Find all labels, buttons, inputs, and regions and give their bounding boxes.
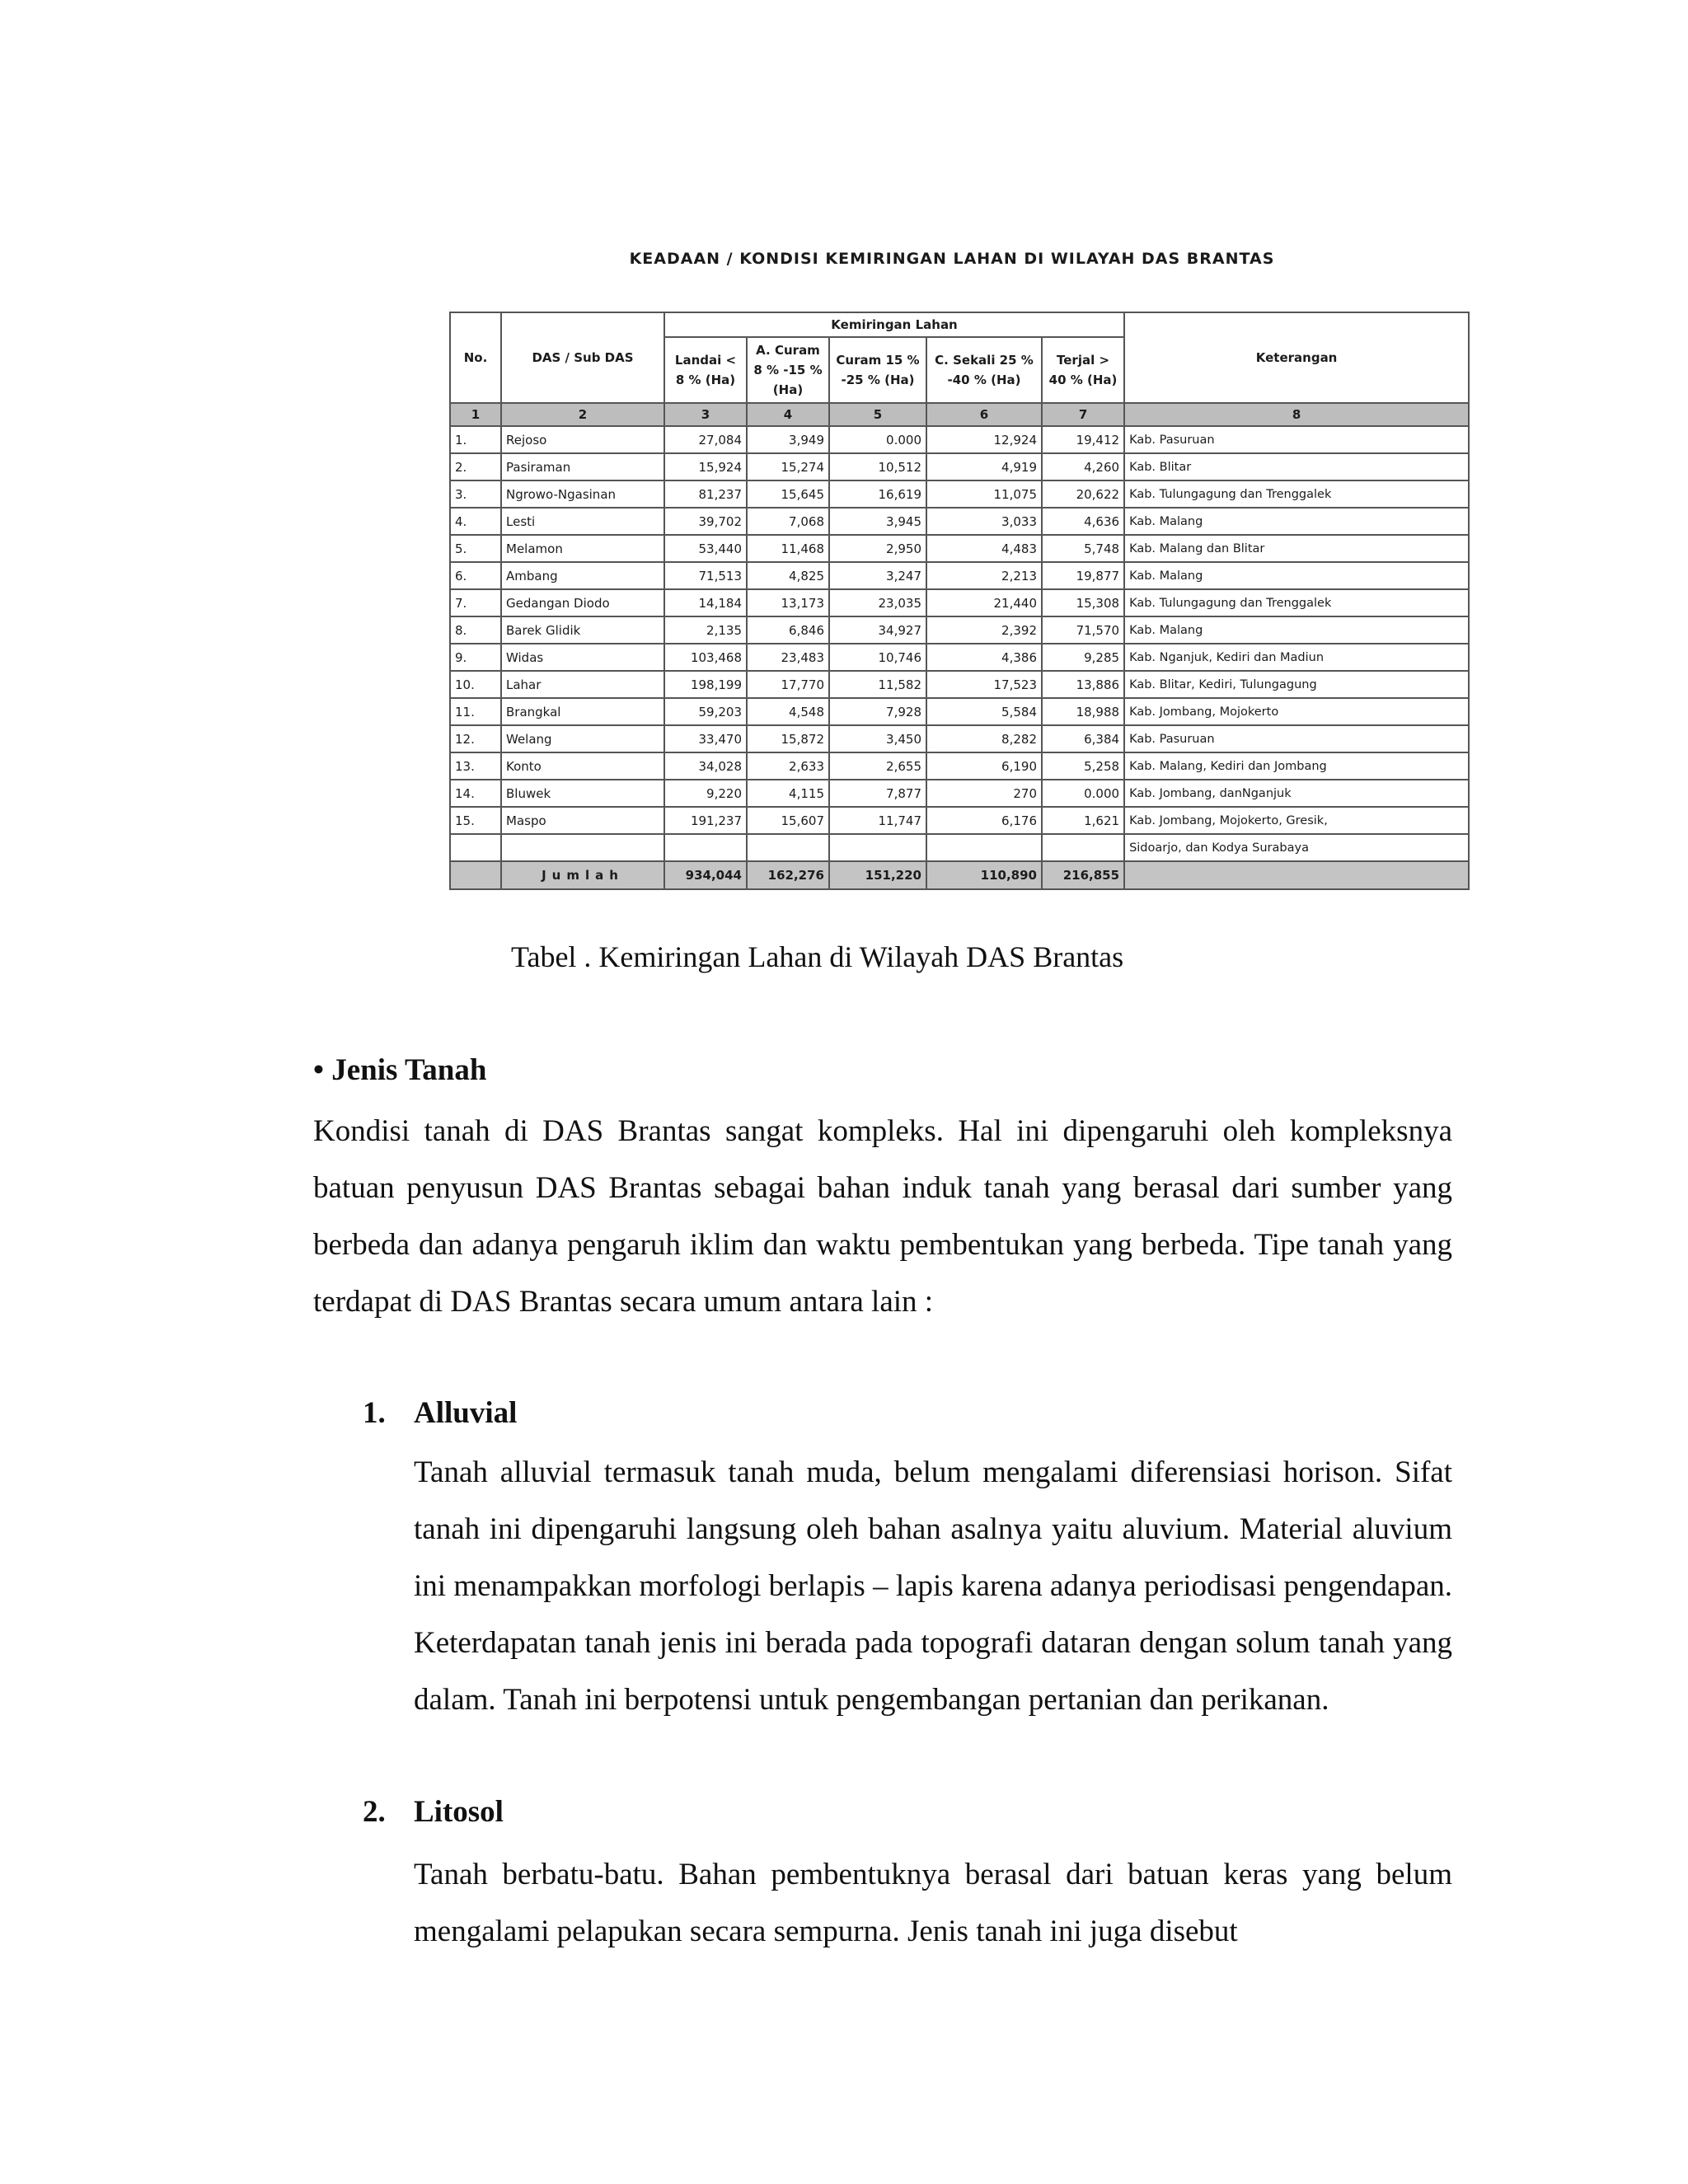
cell-das: Bluwek — [501, 780, 664, 807]
cell-a-curam: 7,068 — [747, 508, 829, 535]
cell-curam: 34,927 — [829, 616, 926, 644]
cell-terjal: 9,285 — [1042, 644, 1124, 671]
cell-no: 3. — [450, 480, 501, 508]
table-figure — [449, 244, 1471, 890]
table-row — [450, 671, 1469, 698]
cell-keterangan: Kab. Blitar, Kediri, Tulungagung — [1124, 671, 1469, 698]
cell-a-curam: 23,483 — [747, 644, 829, 671]
cell-a-curam: 15,872 — [747, 725, 829, 752]
cell-a-curam: 13,173 — [747, 589, 829, 616]
cell-a-curam: 15,607 — [747, 807, 829, 834]
cell-keterangan: Kab. Malang — [1124, 616, 1469, 644]
cell-curam: 10,512 — [829, 453, 926, 480]
cell-das: Welang — [501, 725, 664, 752]
cell-terjal: 4,260 — [1042, 453, 1124, 480]
total-landai: 934,044 — [664, 861, 747, 889]
cell-c-sekali: 4,386 — [926, 644, 1042, 671]
cell-keterangan: Kab. Malang dan Blitar — [1124, 535, 1469, 562]
cell-das: Lesti — [501, 508, 664, 535]
cell-no: 12. — [450, 725, 501, 752]
cell-curam: 2,655 — [829, 752, 926, 780]
table-row — [450, 562, 1469, 589]
section-heading: • Jenis Tanah — [313, 1053, 487, 1087]
cell-no: 7. — [450, 589, 501, 616]
cell-terjal: 6,384 — [1042, 725, 1124, 752]
list-item-number: 2. — [363, 1795, 386, 1829]
cell-no: 1. — [450, 426, 501, 453]
table-caption: Tabel . Kemiringan Lahan di Wilayah DAS Brantas — [511, 940, 1124, 973]
cell-das: Widas — [501, 644, 664, 671]
total-row — [450, 861, 1469, 889]
table-row — [450, 725, 1469, 752]
cell-landai: 9,220 — [664, 780, 747, 807]
cell-curam: 7,877 — [829, 780, 926, 807]
cell-landai: 198,199 — [664, 671, 747, 698]
header-terjal: Terjal > 40 % (Ha) — [1042, 337, 1124, 403]
cell-das: Melamon — [501, 535, 664, 562]
header-c-sekali: C. Sekali 25 % -40 % (Ha) — [926, 337, 1042, 403]
table-row — [450, 752, 1469, 780]
cell-terjal: 13,886 — [1042, 671, 1124, 698]
cell-curam: 0.000 — [829, 426, 926, 453]
cell-c-sekali: 12,924 — [926, 426, 1042, 453]
header-kemiringan: Kemiringan Lahan — [664, 312, 1124, 337]
cell-terjal: 18,988 — [1042, 698, 1124, 725]
cell-terjal: 5,258 — [1042, 752, 1124, 780]
header-das: DAS / Sub DAS — [501, 312, 664, 403]
cell-c-sekali: 17,523 — [926, 671, 1042, 698]
header-landai: Landai < 8 % (Ha) — [664, 337, 747, 403]
cell-c-sekali: 11,075 — [926, 480, 1042, 508]
cell-c-sekali: 4,483 — [926, 535, 1042, 562]
cell-landai: 191,237 — [664, 807, 747, 834]
cell-curam: 2,950 — [829, 535, 926, 562]
cell-a-curam: 15,274 — [747, 453, 829, 480]
cell-keterangan: Kab. Malang — [1124, 508, 1469, 535]
cell-landai: 103,468 — [664, 644, 747, 671]
cell-das: Gedangan Diodo — [501, 589, 664, 616]
header-no: No. — [450, 312, 501, 403]
cell-no: 6. — [450, 562, 501, 589]
cell-curam: 3,450 — [829, 725, 926, 752]
cell-landai: 27,084 — [664, 426, 747, 453]
table-row — [450, 453, 1469, 480]
cell-terjal: 5,748 — [1042, 535, 1124, 562]
cell-keterangan: Kab. Jombang, danNganjuk — [1124, 780, 1469, 807]
total-label: Jumlah — [501, 861, 664, 889]
column-number: 1 — [450, 403, 501, 426]
cell-no: 15. — [450, 807, 501, 834]
cell-c-sekali: 8,282 — [926, 725, 1042, 752]
table-row — [450, 535, 1469, 562]
cell-landai: 53,440 — [664, 535, 747, 562]
table-title: KEADAAN / KONDISI KEMIRINGAN LAHAN DI WILAYAH DAS BRANTAS — [629, 250, 1275, 268]
cell-a-curam: 4,548 — [747, 698, 829, 725]
cell-das: Brangkal — [501, 698, 664, 725]
cell-terjal: 0.000 — [1042, 780, 1124, 807]
cell-keterangan: Kab. Tulungagung dan Trenggalek — [1124, 480, 1469, 508]
column-number: 2 — [501, 403, 664, 426]
continuation-row — [450, 834, 1469, 861]
cell-a-curam: 17,770 — [747, 671, 829, 698]
cell-das: Barek Glidik — [501, 616, 664, 644]
cell-landai: 81,237 — [664, 480, 747, 508]
cell-c-sekali: 6,190 — [926, 752, 1042, 780]
list-item-title: Litosol — [414, 1795, 504, 1829]
cell-das: Maspo — [501, 807, 664, 834]
cell-das: Lahar — [501, 671, 664, 698]
column-number: 7 — [1042, 403, 1124, 426]
cell-keterangan: Kab. Malang, Kediri dan Jombang — [1124, 752, 1469, 780]
list-item-text: Tanah alluvial termasuk tanah muda, belum mengalami diferensiasi horison. Sifat tanah ini dipengaruhi langsung oleh bahan asalnya yaitu aluvium. Material aluvium ini menampakkan morfologi berlapis – lapis karena adanya periodisasi pengendapan. Keterdapatan tanah jenis ini berada pada topografi dataran dengan solum tanah yang dalam. Tanah ini berpotensi untuk pengembangan pertanian dan perikanan. — [414, 1455, 1452, 1717]
column-number-row — [450, 403, 1469, 426]
cell-curam: 16,619 — [829, 480, 926, 508]
cell-no: 9. — [450, 644, 501, 671]
cell-a-curam: 11,468 — [747, 535, 829, 562]
cell-curam: 11,582 — [829, 671, 926, 698]
cell-keterangan: Kab. Nganjuk, Kediri dan Madiun — [1124, 644, 1469, 671]
cell-c-sekali: 5,584 — [926, 698, 1042, 725]
cell-no: 8. — [450, 616, 501, 644]
cell-a-curam: 15,645 — [747, 480, 829, 508]
cell-curam: 7,928 — [829, 698, 926, 725]
column-number: 8 — [1124, 403, 1469, 426]
cell-curam: 23,035 — [829, 589, 926, 616]
cell-terjal: 15,308 — [1042, 589, 1124, 616]
cell-terjal: 1,621 — [1042, 807, 1124, 834]
cell-curam: 3,247 — [829, 562, 926, 589]
list-item-number: 1. — [363, 1396, 386, 1430]
cell-c-sekali: 2,392 — [926, 616, 1042, 644]
cell-a-curam: 2,633 — [747, 752, 829, 780]
cell-terjal: 20,622 — [1042, 480, 1124, 508]
cell-c-sekali: 3,033 — [926, 508, 1042, 535]
cell-no: 13. — [450, 752, 501, 780]
cell-landai: 15,924 — [664, 453, 747, 480]
cell-no: 14. — [450, 780, 501, 807]
list-item-text: Tanah berbatu-batu. Bahan pembentuknya berasal dari batuan keras yang belum mengalami pelapukan secara sempurna. Jenis tanah ini juga disebut — [414, 1858, 1452, 1948]
cell-c-sekali: 6,176 — [926, 807, 1042, 834]
table-row — [450, 589, 1469, 616]
table-row — [450, 698, 1469, 725]
table-row — [450, 780, 1469, 807]
cell-curam: 11,747 — [829, 807, 926, 834]
cell-keterangan: Kab. Pasuruan — [1124, 426, 1469, 453]
table-row — [450, 508, 1469, 535]
table-row — [450, 480, 1469, 508]
header-a-curam: A. Curam 8 % -15 % (Ha) — [747, 337, 829, 403]
cell-a-curam: 3,949 — [747, 426, 829, 453]
cell-a-curam: 4,825 — [747, 562, 829, 589]
cell-landai: 33,470 — [664, 725, 747, 752]
cell-no: 4. — [450, 508, 501, 535]
total-curam: 151,220 — [829, 861, 926, 889]
header-curam: Curam 15 % -25 % (Ha) — [829, 337, 926, 403]
cell-landai: 2,135 — [664, 616, 747, 644]
slope-table — [449, 312, 1470, 890]
continuation-cell: Sidoarjo, dan Kodya Surabaya — [1124, 834, 1469, 861]
cell-keterangan: Kab. Jombang, Mojokerto, Gresik, — [1124, 807, 1469, 834]
cell-landai: 71,513 — [664, 562, 747, 589]
cell-terjal: 19,877 — [1042, 562, 1124, 589]
total-a-curam: 162,276 — [747, 861, 829, 889]
header-keterangan: Keterangan — [1124, 312, 1469, 403]
cell-das: Konto — [501, 752, 664, 780]
table-row — [450, 426, 1469, 453]
cell-landai: 34,028 — [664, 752, 747, 780]
column-number: 5 — [829, 403, 926, 426]
cell-keterangan: Kab. Jombang, Mojokerto — [1124, 698, 1469, 725]
cell-terjal: 19,412 — [1042, 426, 1124, 453]
cell-keterangan: Kab. Tulungagung dan Trenggalek — [1124, 589, 1469, 616]
cell-no: 5. — [450, 535, 501, 562]
cell-das: Ngrowo-Ngasinan — [501, 480, 664, 508]
cell-landai: 39,702 — [664, 508, 747, 535]
table-row — [450, 807, 1469, 834]
cell-das: Ambang — [501, 562, 664, 589]
cell-terjal: 71,570 — [1042, 616, 1124, 644]
column-number: 4 — [747, 403, 829, 426]
total-terjal: 216,855 — [1042, 861, 1124, 889]
cell-curam: 10,746 — [829, 644, 926, 671]
cell-curam: 3,945 — [829, 508, 926, 535]
cell-keterangan: Kab. Pasuruan — [1124, 725, 1469, 752]
cell-c-sekali: 270 — [926, 780, 1042, 807]
section-paragraph: Kondisi tanah di DAS Brantas sangat kompleks. Hal ini dipengaruhi oleh kompleksnya batuan penyusun DAS Brantas sebagai bahan induk tanah yang berasal dari sumber yang berbeda dan adanya pengaruh iklim dan waktu pembentukan yang berbeda. Tipe tanah yang terdapat di DAS Brantas secara umum antara lain : — [313, 1114, 1452, 1319]
list-item-title: Alluvial — [414, 1396, 518, 1430]
cell-no: 11. — [450, 698, 501, 725]
cell-c-sekali: 4,919 — [926, 453, 1042, 480]
table-row — [450, 616, 1469, 644]
total-c-sekali: 110,890 — [926, 861, 1042, 889]
table-row — [450, 644, 1469, 671]
cell-no: 10. — [450, 671, 501, 698]
cell-a-curam: 4,115 — [747, 780, 829, 807]
cell-landai: 59,203 — [664, 698, 747, 725]
cell-no: 2. — [450, 453, 501, 480]
cell-c-sekali: 2,213 — [926, 562, 1042, 589]
cell-c-sekali: 21,440 — [926, 589, 1042, 616]
cell-terjal: 4,636 — [1042, 508, 1124, 535]
column-number: 6 — [926, 403, 1042, 426]
cell-a-curam: 6,846 — [747, 616, 829, 644]
column-number: 3 — [664, 403, 747, 426]
cell-keterangan: Kab. Malang — [1124, 562, 1469, 589]
cell-das: Pasiraman — [501, 453, 664, 480]
cell-landai: 14,184 — [664, 589, 747, 616]
cell-das: Rejoso — [501, 426, 664, 453]
cell-keterangan: Kab. Blitar — [1124, 453, 1469, 480]
